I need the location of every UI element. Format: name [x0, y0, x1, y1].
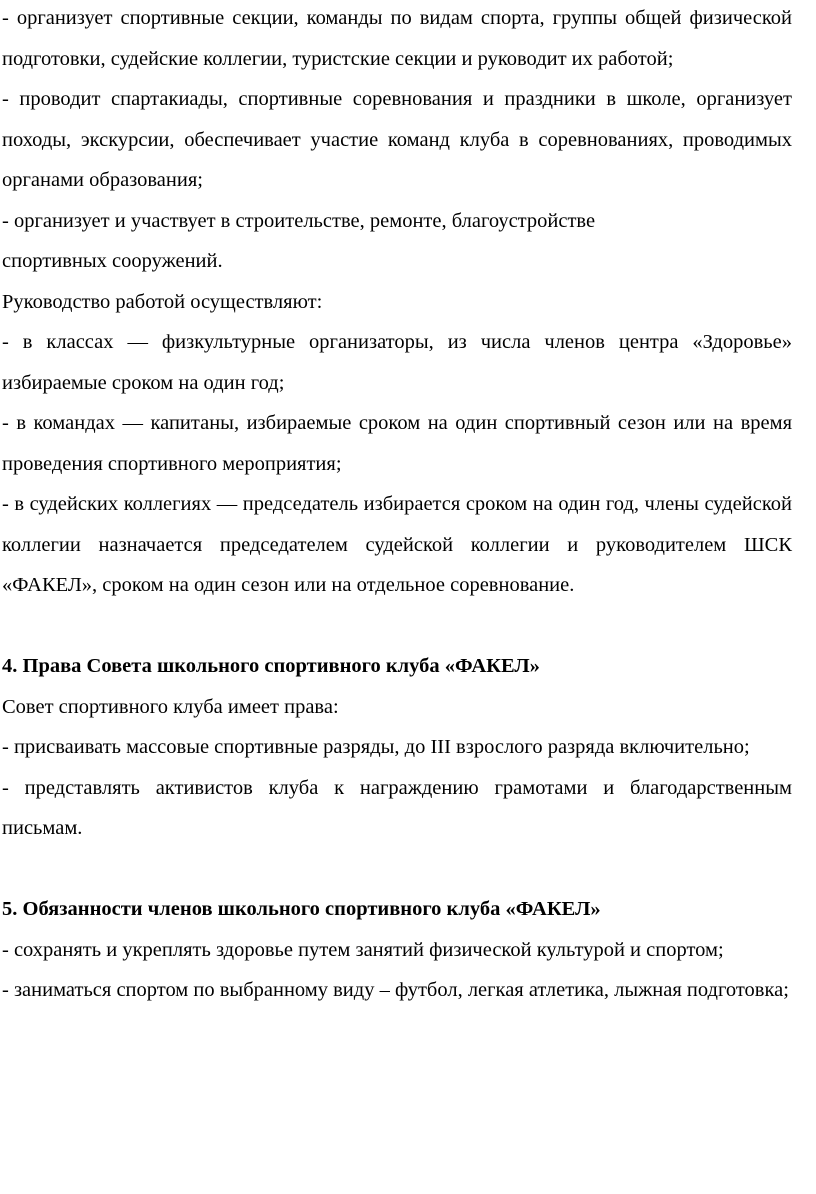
section-heading-rights: 4. Права Совета школьного спортивного клуба «ФАКЕЛ»	[2, 655, 540, 677]
paragraph-sports-facilities: спортивных сооружений.	[2, 250, 223, 272]
paragraph-in-teams: - в командах — капитаны, избираемые сроком на один спортивный сезон или на время проведения спортивного мероприятия;	[2, 412, 792, 475]
paragraph-organizes-sections: - организует спортивные секции, команды по видам спорта, группы общей физической подготовки, судейские коллегии, туристские секции и руководит их работой;	[2, 7, 792, 70]
paragraph-holds-competitions: - проводит спартакиады, спортивные соревнования и праздники в школе, организует походы, экскурсии, обеспечивает участие команд клуба в соревнованиях, проводимых органами образования;	[2, 88, 792, 191]
paragraph-in-classes: - в классах — физкультурные организаторы, из числа членов центра «Здоровье» избираемые сроком на один год;	[2, 331, 792, 394]
blank-line	[2, 606, 792, 647]
blank-line	[2, 849, 792, 890]
paragraph-rights-intro: Совет спортивного клуба имеет права:	[2, 695, 339, 718]
paragraph-construction: - организует и участвует в строительстве, ремонте, благоустройстве	[2, 209, 596, 232]
paragraph-present-activists: - представлять активистов клуба к награждению грамотами и благодарственным письмам.	[2, 776, 792, 839]
paragraph-in-judging-panels: - в судейских коллегиях — председатель избирается сроком на один год, члены судейской коллегии назначается председателем судейской коллегии и руководителем ШСК «ФАКЕЛ», сроком на один сезон или на отдельное соревнование.	[2, 493, 792, 596]
section-heading-duties: 5. Обязанности членов школьного спортивного клуба «ФАКЕЛ»	[2, 898, 601, 920]
paragraph-assign-ranks: - присваивать массовые спортивные разряды, до III взрослого разряда включительно;	[2, 736, 750, 758]
paragraph-management-intro: Руководство работой осуществляют:	[2, 290, 323, 313]
paragraph-practice-sport: - заниматься спортом по выбранному виду – футбол, легкая атлетика, лыжная подготовка;	[2, 979, 789, 1001]
paragraph-preserve-health: - сохранять и укреплять здоровье путем занятий физической культурой и спортом;	[2, 938, 724, 961]
